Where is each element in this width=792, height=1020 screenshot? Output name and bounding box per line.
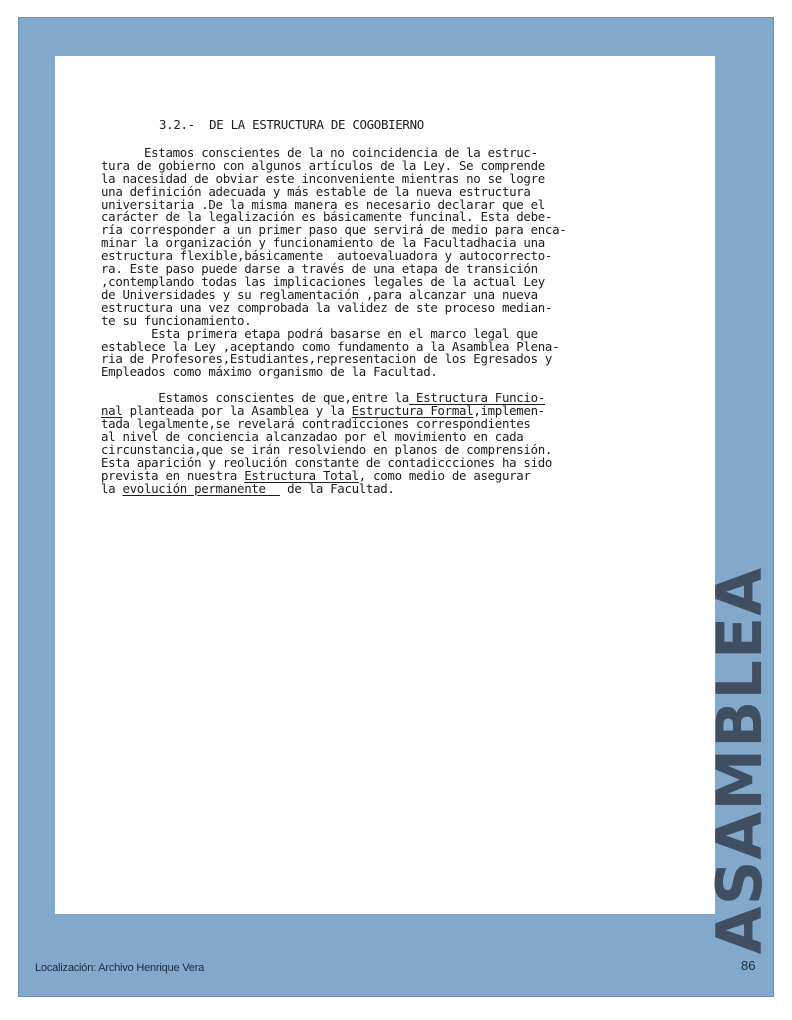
side-label-text: ASAMBLEA	[703, 566, 777, 954]
text-line: ría corresponder a un primer paso que servirá de medio para enca-	[101, 222, 567, 238]
underlined-term: Estructura Formal	[351, 403, 474, 419]
paragraph-1	[101, 144, 621, 328]
text-line: ria de Profesores,Estudiantes,representacion de los Egresados y	[101, 351, 553, 367]
page-number: 86	[741, 958, 756, 973]
underlined-term: evolución permanente	[122, 480, 281, 496]
text-run: ,implemen-	[473, 403, 545, 419]
text-line: la nacesidad de obviar este inconveniente mientras no se logre	[101, 170, 545, 186]
text-run: planteada por la Asamblea y la	[122, 403, 352, 419]
section-side-label	[700, 566, 780, 954]
text-line: Estamos conscientes de la no coincidencia de la estruc-	[101, 144, 538, 160]
text-line: ra. Este paso puede darse a través de una etapa de transición	[101, 261, 538, 277]
document-body	[101, 119, 621, 495]
archive-location: Localización: Archivo Henrique Vera	[35, 962, 205, 974]
text-run: Estamos conscientes de que,entre la	[101, 390, 409, 406]
text-line: una definición adecuada y más estable de la nueva estructura	[101, 183, 531, 199]
text-run: prevista en nuestra	[101, 467, 245, 483]
text-line: estructura flexible,básicamente autoevaluadora y autocorrecto-	[101, 248, 553, 264]
text-line: te su funcionamiento.	[101, 312, 252, 328]
paragraph-3	[101, 392, 621, 495]
text-line: Empleados como máximo organismo de la Facultad.	[101, 364, 438, 380]
text-line: establece la Ley ,aceptando como fundamento a la Asamblea Plena-	[101, 338, 560, 354]
text-line: universitaria .De la misma manera es necesario declarar que el	[101, 196, 545, 212]
text-line: carácter de la legalización es básicamente funcinal. Esta debe-	[101, 209, 553, 225]
section-heading: 3.2.- DE LA ESTRUCTURA DE COGOBIERNO	[159, 117, 424, 132]
text-line: estructura una vez comprobada la validez de ste proceso median-	[101, 299, 553, 315]
text-run: la	[101, 480, 123, 496]
text-line: Esta aparición y reolución constante de contadiccciones ha sido	[101, 454, 553, 470]
text-line: tada legalmente,se revelará contradicciones correspondientes	[101, 416, 531, 432]
text-line: al nivel de conciencia alcanzadao por el movimiento en cada	[101, 428, 524, 444]
underlined-term: nal	[101, 403, 123, 419]
underlined-term: Estructura Total	[244, 467, 359, 483]
text-line: Esta primera etapa podrá basarse en el marco legal que	[101, 325, 538, 341]
text-line: de Universidades y su reglamentación ,para alcanzar una nueva	[101, 286, 538, 302]
text-line: ,contemplando todas las implicaciones legales de la actual Ley	[101, 273, 545, 289]
text-run: , como medio de asegurar	[358, 467, 531, 483]
underlined-term: Estructura Funcio-	[408, 390, 545, 406]
text-line	[101, 480, 621, 496]
text-line: minar la organización y funcionamiento de la Facultadhacia una	[101, 235, 545, 251]
text-line: circunstancia,que se irán resolviendo en planos de comprensión.	[101, 441, 553, 457]
text-line: tura de gobierno con algunos artículos de la Ley. Se comprende	[101, 157, 545, 173]
paragraph-2	[101, 325, 621, 380]
text-run: de la Facultad.	[280, 480, 395, 496]
